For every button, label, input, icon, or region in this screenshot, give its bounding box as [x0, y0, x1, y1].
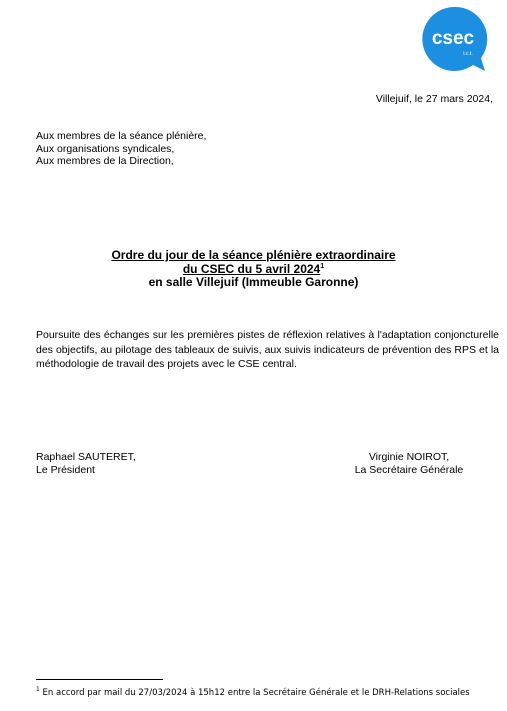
csec-logo: [421, 5, 489, 73]
document-title: [0, 249, 507, 290]
recipient-line: Aux membres de la séance plénière,: [36, 130, 207, 142]
recipient-line: Aux membres de la Direction,: [36, 155, 174, 167]
footnote-ref: 1: [320, 262, 325, 270]
title-line-1: Ordre du jour de la séance plénière extraordinaire: [111, 248, 396, 262]
signature-right-name: Virginie NOIROT,: [368, 451, 450, 463]
logo-subtext: t.c.t.: [463, 51, 473, 57]
title-line-2-wrap: [0, 263, 507, 277]
title-line-2: du CSEC du 5 avril 2024: [182, 261, 321, 276]
signature-right: [353, 451, 465, 477]
logo-text: csec: [431, 28, 475, 49]
footnote: [36, 686, 470, 698]
signature-left-name: Raphael SAUTERET,: [36, 451, 136, 463]
agenda-body: Poursuite des échanges sur les premières pistes de réflexion relatives à l'adaptation conjoncturelle des objectifs, au pilotage des tableaux de suivis, aux suivis indicateurs de prévention des RPS et la méthodologie de travail des projets avec le CSE central.: [36, 329, 499, 370]
footnote-separator: [36, 679, 163, 680]
footnote-mark: 1: [36, 686, 40, 693]
recipient-line: Aux organisations syndicales,: [36, 142, 175, 155]
signature-right-role: La Secrétaire Générale: [354, 464, 464, 476]
recipients-block: [36, 130, 206, 168]
signature-left: [36, 451, 136, 477]
signature-left-role: Le Président: [36, 464, 95, 476]
footnote-text: En accord par mail du 27/03/2024 à 15h12 entre la Secrétaire Générale et le DRH-Relations sociales: [39, 687, 470, 698]
date-line: Villejuif, le 27 mars 2024,: [375, 93, 493, 105]
title-line-3: en salle Villejuif (Immeuble Garonne): [148, 275, 359, 289]
